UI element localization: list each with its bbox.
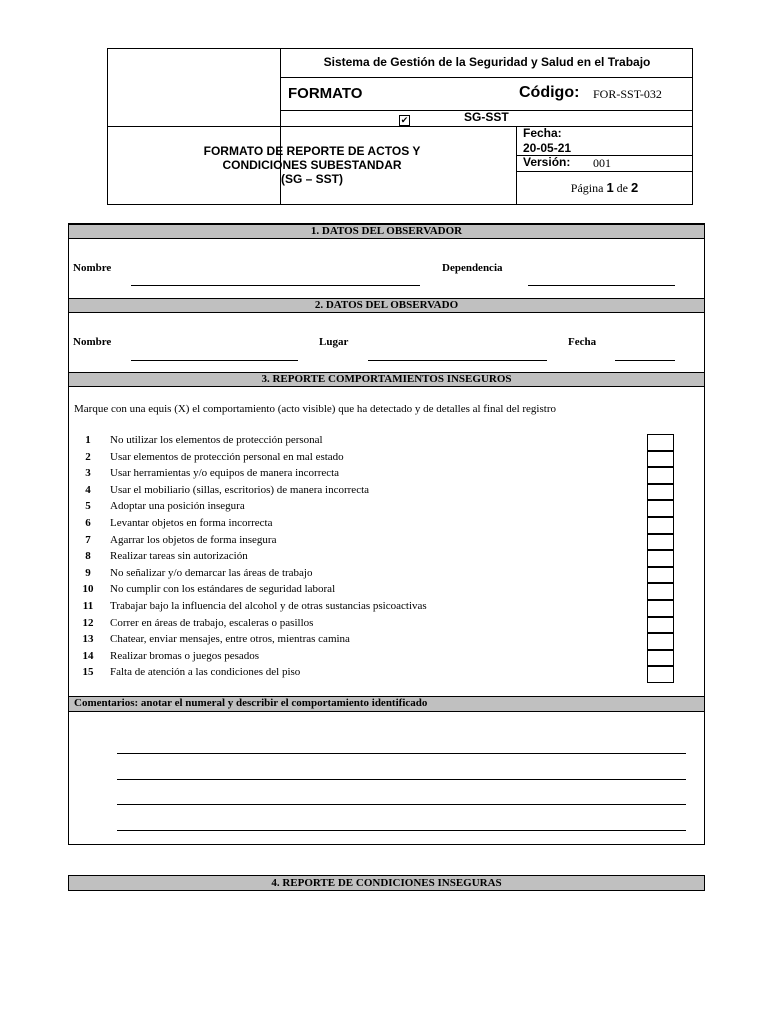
section1-title: 1. DATOS DEL OBSERVADOR xyxy=(69,224,704,239)
item-text: No señalizar y/o demarcar las áreas de trabajo xyxy=(110,566,313,579)
item-text: No cumplir con los estándares de seguridad laboral xyxy=(110,583,336,596)
fecha-label: Fecha: xyxy=(523,126,562,140)
item-number: 2 xyxy=(85,450,91,463)
item-checkbox[interactable] xyxy=(647,534,674,551)
sg-sst-label: SG-SST xyxy=(464,110,509,124)
fecha-value: 20-05-21 xyxy=(523,141,572,155)
item-number: 12 xyxy=(82,616,94,629)
document-title-line1: FORMATO DE REPORTE DE ACTOS Y xyxy=(203,144,421,158)
comment-line[interactable] xyxy=(117,779,686,780)
divider xyxy=(516,171,692,172)
item-number: 15 xyxy=(82,666,94,679)
comments-title: Comentarios: anotar el numeral y describir el comportamiento identificado xyxy=(69,696,704,712)
page-indicator xyxy=(516,180,693,196)
item-checkbox[interactable] xyxy=(647,467,674,484)
check-icon: ✔ xyxy=(400,115,409,125)
item-number: 6 xyxy=(85,517,91,529)
document-title xyxy=(108,144,516,186)
item-text: Usar elementos de protección personal en mal estado xyxy=(110,450,344,463)
list-item xyxy=(69,517,704,534)
pagina-label: Página xyxy=(570,181,604,195)
item-text: Usar herramientas y/o equipos de manera incorrecta xyxy=(110,467,340,480)
list-item xyxy=(69,583,704,600)
observed-date-label: Fecha xyxy=(568,336,597,348)
item-text: Usar el mobiliario (sillas, escritorios) de manera incorrecta xyxy=(110,483,370,496)
observer-dependency-field[interactable] xyxy=(528,285,675,286)
system-title: Sistema de Gestión de la Seguridad y Salud en el Trabajo xyxy=(323,55,651,69)
item-text: Agarrar los objetos de forma insegura xyxy=(110,533,277,546)
observer-name-label: Nombre xyxy=(73,262,112,274)
list-item xyxy=(69,617,704,634)
list-item xyxy=(69,467,704,484)
item-text: Chatear, enviar mensajes, entre otros, mientras camina xyxy=(110,633,350,646)
comment-line[interactable] xyxy=(117,830,686,831)
item-checkbox[interactable] xyxy=(647,633,674,650)
list-item xyxy=(69,633,704,650)
item-number: 4 xyxy=(85,483,91,496)
pagina-total: 2 xyxy=(631,180,639,195)
item-text: Levantar objetos en forma incorrecta xyxy=(110,517,273,529)
observed-date-field[interactable] xyxy=(615,360,675,361)
item-checkbox[interactable] xyxy=(647,600,674,617)
item-checkbox[interactable] xyxy=(647,434,674,451)
item-checkbox[interactable] xyxy=(647,517,674,534)
version-value: 001 xyxy=(593,156,611,170)
codigo-label: Código: xyxy=(519,84,580,101)
list-item xyxy=(69,451,704,468)
item-text: Adoptar una posición insegura xyxy=(110,500,245,513)
version-label: Versión: xyxy=(523,155,571,169)
item-text: Trabajar bajo la influencia del alcohol y de otras sustancias psicoactivas xyxy=(110,600,427,612)
item-checkbox[interactable] xyxy=(647,583,674,600)
observed-place-label: Lugar xyxy=(319,336,349,348)
list-item xyxy=(69,500,704,517)
item-checkbox[interactable] xyxy=(647,451,674,468)
codigo-value: FOR-SST-032 xyxy=(593,87,662,101)
item-checkbox[interactable] xyxy=(647,567,674,584)
list-item xyxy=(69,434,704,451)
list-item xyxy=(69,484,704,501)
item-text: No utilizar los elementos de protección personal xyxy=(110,434,323,446)
observed-place-field[interactable] xyxy=(368,360,547,361)
section3-instructions: Marque con una equis (X) el comportamiento (acto visible) que ha detectado y de detalles al final del registro xyxy=(74,403,556,415)
item-text: Realizar bromas o juegos pesados xyxy=(110,649,260,662)
item-text: Realizar tareas sin autorización xyxy=(110,550,248,563)
formato-label: FORMATO xyxy=(288,85,363,102)
divider xyxy=(108,126,692,127)
section3-title: 3. REPORTE COMPORTAMIENTOS INSEGUROS xyxy=(69,372,704,387)
item-number: 7 xyxy=(85,533,91,546)
observed-name-label: Nombre xyxy=(73,336,112,348)
item-number: 5 xyxy=(85,500,91,513)
observer-dependency-label: Dependencia xyxy=(442,262,503,274)
section2-title: 2. DATOS DEL OBSERVADO xyxy=(69,298,704,313)
item-number: 13 xyxy=(82,633,94,646)
item-text: Falta de atención a las condiciones del piso xyxy=(110,666,301,679)
section4-title: 4. REPORTE DE CONDICIONES INSEGURAS xyxy=(68,875,705,891)
divider xyxy=(280,77,692,78)
document-header xyxy=(107,48,693,205)
item-text: Correr en áreas de trabajo, escaleras o pasillos xyxy=(110,616,314,629)
pagina-of: de xyxy=(616,181,628,195)
list-item xyxy=(69,567,704,584)
report-form xyxy=(68,223,705,845)
pagina-current: 1 xyxy=(606,180,614,195)
list-item xyxy=(69,666,704,683)
item-number: 14 xyxy=(82,649,94,662)
list-item xyxy=(69,550,704,567)
comment-line[interactable] xyxy=(117,753,686,754)
item-checkbox[interactable] xyxy=(647,617,674,634)
item-checkbox[interactable] xyxy=(647,666,674,683)
item-checkbox[interactable] xyxy=(647,484,674,501)
document-title-line3: (SG – SST) xyxy=(280,172,343,186)
observer-name-field[interactable] xyxy=(131,285,420,286)
item-number: 1 xyxy=(85,434,91,446)
item-checkbox[interactable] xyxy=(647,650,674,667)
item-checkbox[interactable] xyxy=(647,550,674,567)
item-number: 8 xyxy=(85,550,91,563)
document-title-line2: CONDICIONES SUBESTANDAR xyxy=(222,158,402,172)
observed-name-field[interactable] xyxy=(131,360,298,361)
comment-line[interactable] xyxy=(117,804,686,805)
list-item xyxy=(69,600,704,617)
item-number: 11 xyxy=(82,600,94,612)
item-checkbox[interactable] xyxy=(647,500,674,517)
list-item xyxy=(69,650,704,667)
list-item xyxy=(69,534,704,551)
item-number: 9 xyxy=(85,566,91,579)
item-number: 3 xyxy=(85,467,91,480)
item-number: 10 xyxy=(82,583,94,596)
